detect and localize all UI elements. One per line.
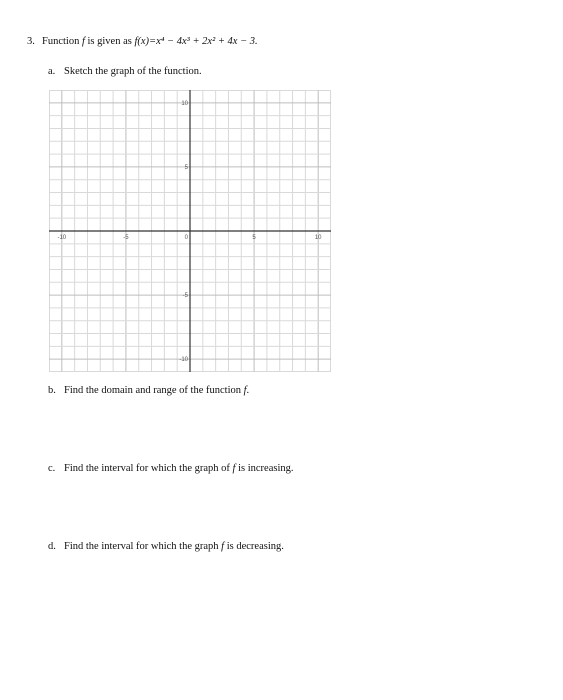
- y-tick-label: 10: [181, 100, 188, 107]
- x-tick-label: 5: [252, 235, 256, 241]
- part-c: [48, 463, 294, 474]
- part-c-post: is increasing.: [235, 463, 294, 474]
- part-d-fname: f: [221, 541, 225, 552]
- question-text: [42, 36, 258, 47]
- part-b: [48, 385, 249, 396]
- part-c-label: c.: [48, 463, 56, 474]
- part-a-label: a.: [48, 66, 56, 77]
- question-mid: is given as: [84, 36, 135, 47]
- part-b-text: Find the domain and range of the function: [64, 385, 244, 396]
- part-a-text: Sketch the graph of the function.: [64, 66, 202, 77]
- x-tick-label: -5: [123, 235, 129, 241]
- function-name: f: [81, 36, 85, 47]
- x-tick-label: 0: [184, 235, 188, 241]
- y-tick-label: -5: [182, 293, 188, 300]
- part-a: [48, 66, 202, 77]
- part-b-fname: f: [243, 385, 247, 396]
- question-number: 3.: [27, 36, 35, 47]
- y-tick-label: -10: [179, 357, 188, 364]
- question-intro: Function: [42, 36, 82, 47]
- x-tick-label: 10: [314, 235, 322, 241]
- part-b-end: .: [246, 385, 250, 396]
- x-tick-label: -10: [57, 235, 67, 241]
- part-c-pre: Find the interval for which the graph of: [64, 463, 233, 474]
- part-b-label: b.: [48, 385, 56, 396]
- part-c-fname: f: [232, 463, 236, 474]
- part-d-pre: Find the interval for which the graph: [64, 541, 222, 552]
- coordinate-grid: [49, 90, 331, 372]
- function-formula: f(x)=x⁴ − 4x³ + 2x² + 4x − 3.: [134, 36, 258, 47]
- y-tick-label: 5: [184, 164, 188, 171]
- part-d-label: d.: [48, 541, 56, 552]
- part-d: [48, 541, 284, 552]
- part-d-post: is decreasing.: [224, 541, 284, 552]
